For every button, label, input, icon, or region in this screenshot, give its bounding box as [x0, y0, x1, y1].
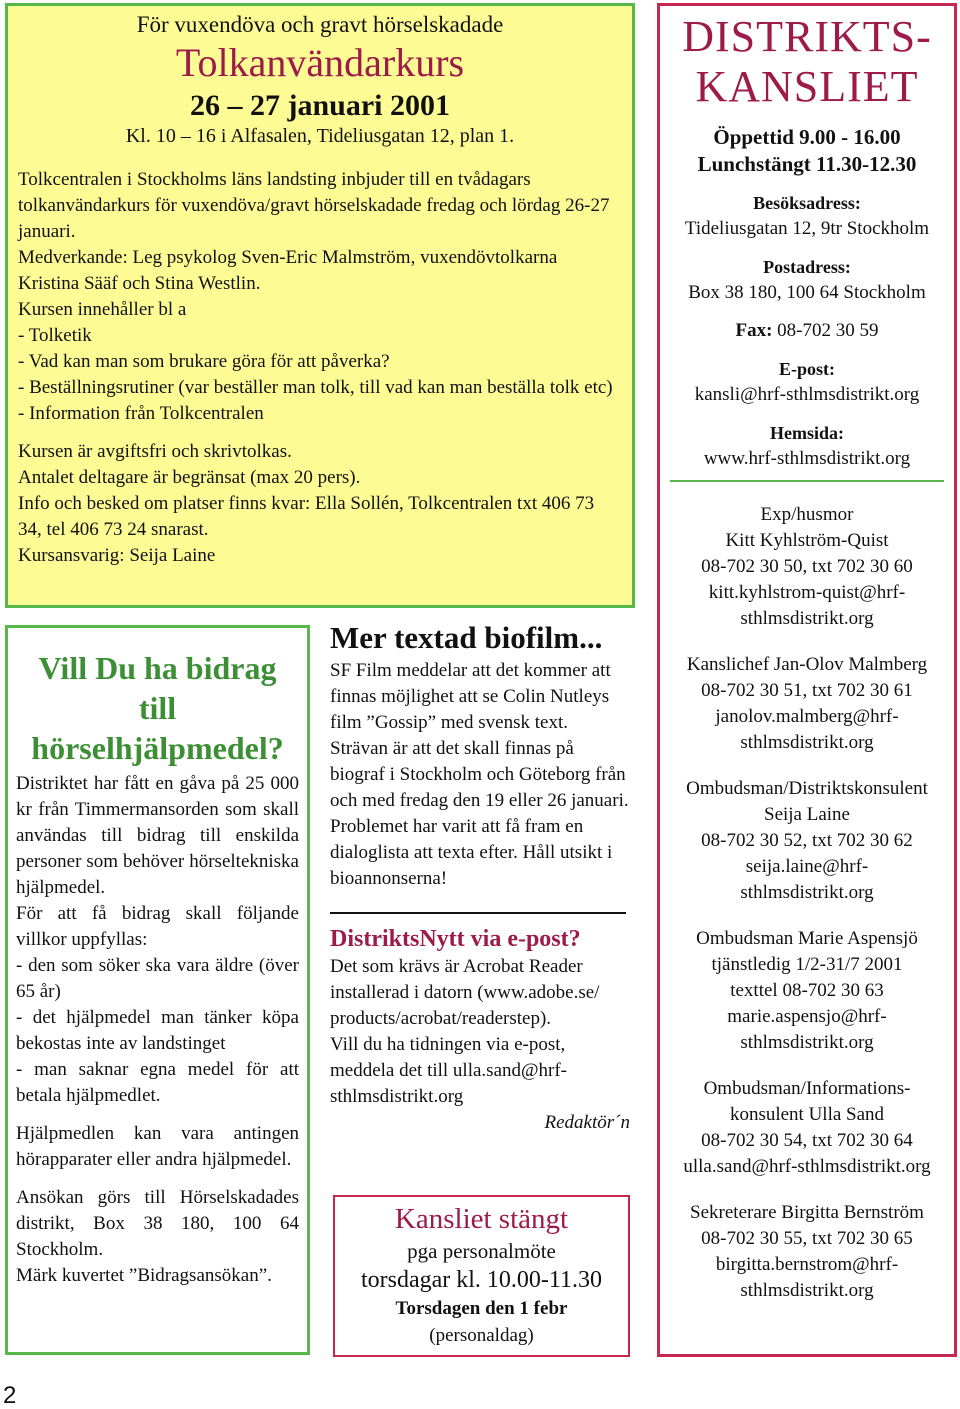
office-title-line: DISTRIKTS- [682, 12, 932, 61]
staff-line: tjänstledig 1/2-31/7 2001 [711, 954, 903, 975]
staff-line: 08-702 30 50, txt 702 30 60 [701, 556, 913, 577]
editor-signature: Redaktör´n [544, 1112, 630, 1133]
course-title: Tolkanvändarkurs [175, 40, 465, 85]
staff-entry [660, 1200, 954, 1304]
closed-note: (personaldag) [429, 1325, 534, 1346]
course-subtitle: För vuxendöva och gravt hörselskadade [136, 12, 504, 37]
epost-para: Det som krävs är Acrobat Reader installerad i datorn (www.adobe.se/ products/acrobat/readerstep). [330, 956, 600, 1029]
grant-condition: - man saknar egna medel för att betala hjälpmedlet. [16, 1059, 299, 1106]
epost-heading: DistriktsNytt via e-post? [330, 926, 581, 952]
staff-entry [660, 652, 954, 756]
lunch-hours: Lunchstängt 11.30-12.30 [697, 152, 917, 176]
divider [330, 912, 626, 914]
office-title-line: KANSLIET [695, 62, 919, 111]
staff-line: Ombudsman Marie Aspensjö [696, 928, 918, 949]
course-free: Kursen är avgiftsfri och skrivtolkas. [18, 441, 292, 462]
grant-condition: - den som söker ska vara äldre (över 65 år) [16, 955, 299, 1002]
course-responsible: Kursansvarig: Seija Laine [18, 545, 216, 566]
grant-para: Distriktet har fått en gåva på 25 000 kr från Timmermansorden som skall användas till bidrag till enskilda personer som behöver hörseltekniska hjälpmedel. [16, 773, 299, 898]
staff-entry [660, 502, 954, 632]
fax-line [660, 318, 954, 344]
staff-line: 08-702 30 51, txt 702 30 61 [701, 680, 913, 701]
visit-label: Besöksadress: [753, 193, 861, 213]
staff-line: konsulent Ulla Sand [729, 1104, 885, 1125]
staff-line: sthlmsdistrikt.org [740, 882, 874, 903]
staff-line: Ombudsman/Distriktskonsulent [686, 778, 928, 799]
course-announcement [5, 3, 635, 608]
fax-number: 08-702 30 59 [772, 320, 879, 341]
closed-title: Kansliet stängt [394, 1203, 569, 1235]
grant-para: För att få bidrag skall följande villkor uppfyllas: [16, 903, 299, 950]
staff-line: Seija Laine [764, 804, 850, 825]
office-closed-notice [333, 1195, 630, 1357]
staff-line: 08-702 30 55, txt 702 30 65 [701, 1228, 913, 1249]
office-info-column [657, 3, 957, 1357]
grant-para: Ansökan görs till Hörselskadades distrikt, Box 38 180, 100 64 Stockholm. [16, 1187, 299, 1260]
staff-line: Ombudsman/Informations- [703, 1078, 911, 1099]
biofilm-heading: Mer textad biofilm... [330, 620, 603, 655]
staff-line: birgitta.bernstrom@hrf- [715, 1254, 899, 1275]
email-address[interactable]: kansli@hrf-sthlmsdistrikt.org [694, 384, 920, 405]
course-item: - Beställningsrutiner (var beställer man tolk, till vad kan man beställa tolk etc) [18, 377, 613, 398]
epost-para: Vill du ha tidningen via e-post, meddela det till ulla.sand@hrf-sthlmsdistrikt.org [330, 1034, 567, 1107]
office-title [660, 12, 954, 112]
staff-line: texttel 08-702 30 63 [730, 980, 884, 1001]
grant-article [5, 625, 310, 1355]
web-address[interactable]: www.hrf-sthlmsdistrikt.org [703, 448, 911, 469]
staff-line: Kanslichef Jan-Olov Malmberg [686, 654, 928, 675]
staff-line: janolov.malmberg@hrf- [715, 706, 899, 727]
fax-label: Fax: [735, 320, 773, 341]
grant-condition: - det hjälpmedel man tänker köpa bekostas inte av landstinget [16, 1007, 299, 1054]
middle-column [330, 618, 632, 1218]
closed-time: torsdagar kl. 10.00-11.30 [360, 1267, 603, 1293]
staff-entry [660, 1076, 954, 1180]
staff-entry [660, 926, 954, 1056]
staff-line: Exp/husmor [760, 504, 854, 525]
staff-line: 08-702 30 52, txt 702 30 62 [701, 830, 913, 851]
email-label: E-post: [778, 359, 835, 379]
post-label: Postadress: [763, 257, 851, 277]
staff-line: Kitt Kyhlström-Quist [725, 530, 889, 551]
page-number: 2 [3, 1382, 17, 1409]
post-address: Box 38 180, 100 64 Stockholm [688, 282, 926, 303]
staff-line: ulla.sand@hrf-sthlmsdistrikt.org [683, 1156, 931, 1177]
course-intro: Tolkcentralen i Stockholms läns landsting inbjuder till en tvådagars tolkanvändarkurs för vuxendöva/gravt hörselskadade fredag och lördag 26-27 januari. [18, 169, 610, 242]
closed-reason: pga personalmöte [407, 1239, 556, 1263]
closed-date: Torsdagen den 1 febr [395, 1298, 568, 1319]
staff-line: sthlmsdistrikt.org [740, 1280, 874, 1301]
biofilm-para: SF Film meddelar att det kommer att finnas möjlighet att se Colin Nutleys film ”Gossip” med svensk text. [330, 660, 611, 733]
biofilm-para: Strävan är att det skall finnas på biograf i Stockholm och Göteborg från och med fredag den 19 eller 26 januari. Problemet har varit att få fram en dialoglista att texta efter. Håll utsikt i bioannonserna! [330, 738, 629, 889]
course-participants: Medverkande: Leg psykolog Sven-Eric Malmström, vuxendövtolkarna Kristina Sääf och Stina Westlin. [18, 247, 558, 294]
course-info: Info och besked om platser finns kvar: Ella Sollén, Tolkcentralen txt 406 73 34, tel 406 73 24 snarast. [18, 493, 595, 540]
grant-heading: Vill Du ha bidrag till hörselhjälpmedel? [31, 650, 284, 766]
staff-line: kitt.kyhlstrom-quist@hrf- [708, 582, 906, 603]
staff-line: marie.aspensjo@hrf- [727, 1006, 887, 1027]
web-label: Hemsida: [770, 423, 844, 443]
grant-para: Märk kuvertet ”Bidragsansökan”. [16, 1265, 272, 1286]
course-item: - Tolketik [18, 325, 92, 346]
course-item: - Vad kan man som brukare göra för att påverka? [18, 351, 390, 372]
staff-entry [660, 776, 954, 906]
staff-line: sthlmsdistrikt.org [740, 608, 874, 629]
visit-address: Tideliusgatan 12, 9tr Stockholm [684, 218, 930, 239]
staff-line: sthlmsdistrikt.org [740, 1032, 874, 1053]
course-dates: 26 – 27 januari 2001 [189, 89, 450, 122]
course-place: Kl. 10 – 16 i Alfasalen, Tideliusgatan 12, plan 1. [125, 125, 515, 147]
divider [670, 480, 944, 482]
grant-para: Hjälpmedlen kan vara antingen hörapparater eller andra hjälpmedel. [16, 1123, 299, 1170]
course-limit: Antalet deltagare är begränsat (max 20 pers). [18, 467, 361, 488]
staff-line: sthlmsdistrikt.org [740, 732, 874, 753]
staff-line: seija.laine@hrf- [745, 856, 869, 877]
staff-line: 08-702 30 54, txt 702 30 64 [701, 1130, 913, 1151]
course-item: - Information från Tolkcentralen [18, 403, 264, 424]
course-content-intro: Kursen innehåller bl a [18, 299, 187, 320]
staff-line: Sekreterare Birgitta Bernström [690, 1202, 924, 1223]
opening-hours: Öppettid 9.00 - 16.00 [713, 125, 901, 149]
